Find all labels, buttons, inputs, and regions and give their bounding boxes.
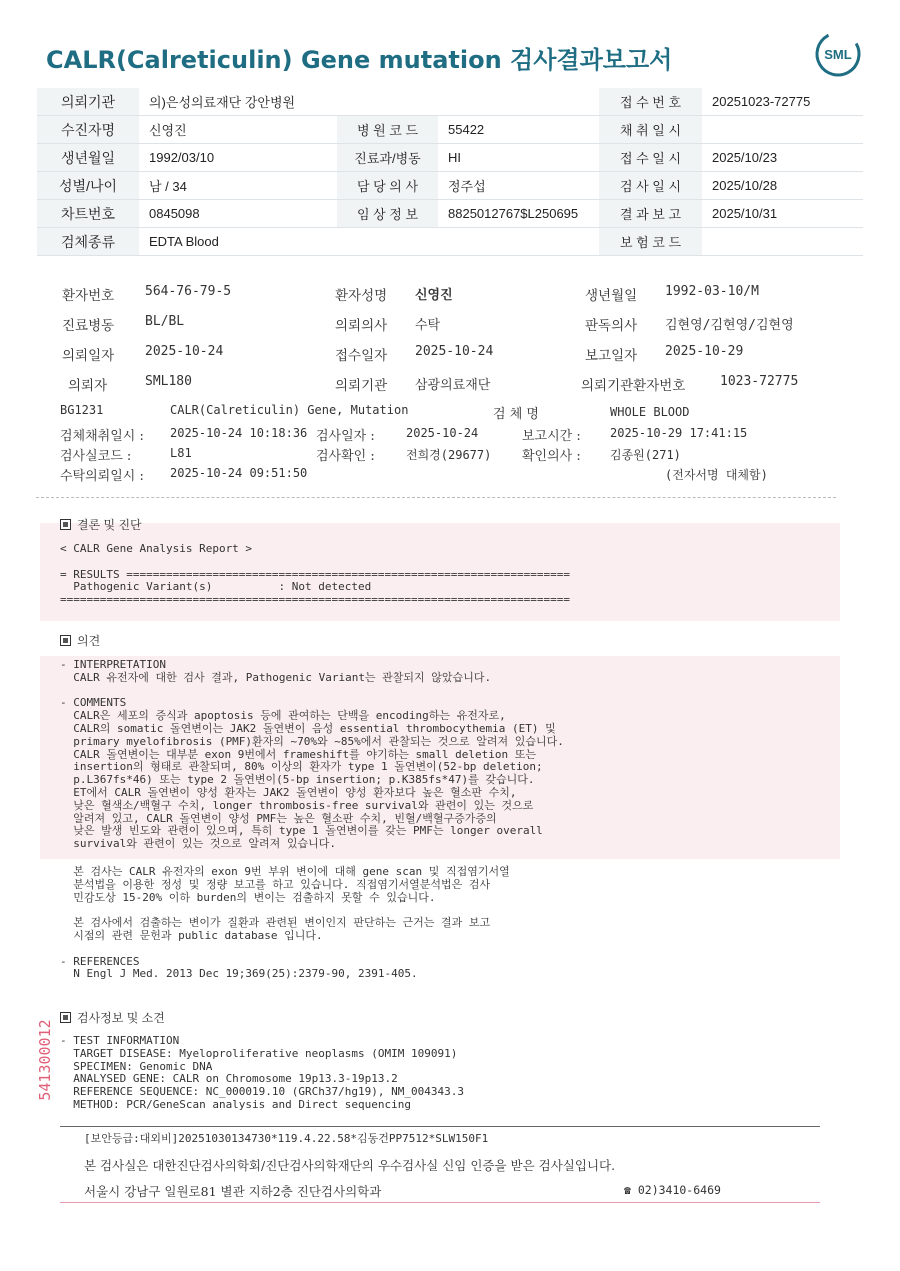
method-text: 본 검사는 CALR 유전자의 exon 9번 부위 변이에 대해 gene scan 및 직접염기서열 분석법을 이용한 정성 및 정량 보고를 하고 있습니다. 직접염기서열분석법은 검사 민감도상 15-20% 이하 burden의 변이는 검출하지 못할 수 있습니다. 본 검사에서 검출하는 변이가 질환과 관련된 변이인지 판단하는 근거는 결과 보고 시점의 관련 문헌과 public database 입니다. - REFERENCES N Engl J Med. 2013 Dec 19;369(25):2379-90, 2391-405. [60,865,510,981]
patient-value: 삼광의료재단 [415,378,491,393]
info-value: HI [438,144,599,172]
patient-value: 신영진 [415,288,453,303]
sml-logo [814,30,862,78]
lab-test-date-label: 검사일자 : [316,429,375,444]
lab-room-label: 검사실코드 : [60,449,132,464]
info-value: 55422 [438,116,599,144]
lab-test-date: 2025-10-24 [406,426,479,440]
lab-test-name: CALR(Calreticulin) Gene, Mutation [170,403,409,417]
svg-text:SML: SML [824,47,852,62]
info-value: 2025/10/23 [702,144,863,172]
svg-text:541300012: 541300012 [36,1019,54,1101]
result-heading: 결론 및 진단 [60,516,142,533]
info-value: EDTA Blood [139,228,599,256]
info-label: 접 수 일 시 [599,144,702,172]
lab-collect: 2025-10-24 10:18:36 [170,426,308,440]
patient-label: 의뢰기관환자번호 [581,378,686,394]
info-value: 신영진 [139,116,337,144]
lab-report-time-label: 보고시간 : [522,429,581,444]
patient-value: 1023-72775 [720,374,799,389]
patient-value: 2025-10-24 [415,344,494,359]
info-label: 차트번호 [37,200,139,228]
security-stamp: [보안등급:대외비]20251030134730*119.4.22.58*김동건PP7512*SLW150F1 [84,1132,489,1145]
patient-value: BL/BL [145,314,185,329]
esign-note: (전자서명 대체함) [665,468,768,482]
lab-report-time: 2025-10-29 17:41:15 [610,426,748,440]
lab-confirm: 전희경(29677) [406,448,492,462]
opinion-text: - INTERPRETATION CALR 유전자에 대한 검사 결과, Pathogenic Variant는 관찰되지 않았습니다. - COMMENTS CALR은 세포의 증식과 apoptosis 등에 관여하는 단백을 encoding하는 유전자로, CALR의 somatic 돌연변이는 JAK2 돌연변이 음성 essential thrombocythemia (ET) 및 primary myelofibrosis (PMF)환자의 ~70%와 ~85%에서 관찰되는 것으로 알려져 있습니다. CALR 돌연변이는 대부분 exon 9번에서 frameshift를 야기하는 small deletion 또는 insertion의 형태로 관찰되며, 80% 이상의 환자가 type 1 돌연변이(52-bp deletion; p.L367fs*46) 또는 type 2 돌연변이(5-bp insertion; p.K385fs*47)를 갖습니다. ET에서 CALR 돌연변이 양성 환자는 JAK2 돌연변이 양성 환자보다 높은 혈소판 수치, 낮은 혈색소/백혈구 수치, longer thrombosis-free survival와 관련이 있는 것으로 알려져 있고, CALR 돌연변이 양성 PMF는 높은 혈소판 수치, 빈혈/백혈구증가증의 낮은 발생 빈도와 관련이 있으며, 특히 type 1 돌연변이를 갖는 PMF는 longer overall survival와 관련이 있는 것으로 알려져 있습니다. [60,658,564,851]
info-label: 검체종류 [37,228,139,256]
lab-collect-label: 검체채취일시 : [60,429,144,444]
patient-label: 환자성명 [335,288,388,304]
info-label: 접 수 번 호 [599,88,702,116]
info-label: 수진자명 [37,116,139,144]
side-number [36,1005,60,1115]
patient-value: 1992-03-10/M [665,284,759,299]
report-title: CALR(Calreticulin) Gene mutation 검사결과보고서 [46,46,673,74]
patient-label: 의뢰기관 [335,378,388,394]
divider [36,497,836,498]
info-row [37,144,863,172]
lab-doctor: 김종원(271) [610,448,681,462]
patient-label: 환자번호 [62,288,115,304]
info-value: 8825012767$L250695 [438,200,599,228]
lab-specimen: WHOLE BLOOD [610,405,690,419]
address-text: 서울시 강남구 일원로81 별관 지하2층 진단검사의학과 [84,1184,382,1199]
certification-text: 본 검사실은 대한진단검사의학회/진단검사의학재단의 우수검사실 신임 인증을 받은 검사실입니다. [84,1158,616,1173]
patient-label: 접수일자 [335,348,388,364]
info-label: 검 사 일 시 [599,172,702,200]
info-label: 보 험 코 드 [599,228,702,256]
info-row [37,228,863,256]
patient-value: 2025-10-24 [145,344,224,359]
info-heading: 검사정보 및 소견 [60,1009,165,1026]
info-row [37,116,863,144]
test-info-text: - TEST INFORMATION TARGET DISEASE: Myeloproliferative neoplasms (OMIM 109091) SPECIMEN: Genomic DNA ANALYSED GENE: CALR on Chromosome 19p13.3-19p13.2 REFERENCE SEQUENCE: NC_000019.10 (GRCh37/hg19), NM_004343.3 METHOD: PCR/GeneScan analysis and Direct sequencing [60,1034,464,1111]
info-value: 0845098 [139,200,337,228]
lab-confirm-label: 검사확인 : [316,449,375,464]
info-value: 정주섭 [438,172,599,200]
footer-line-bottom [60,1202,820,1203]
patient-label: 의뢰자 [68,378,108,394]
info-value: 2025/10/28 [702,172,863,200]
patient-value: 564-76-79-5 [145,284,232,299]
info-value: 2025/10/31 [702,200,863,228]
patient-value: 2025-10-29 [665,344,744,359]
patient-label: 의뢰의사 [335,318,388,334]
info-row [37,172,863,200]
lab-room: L81 [170,446,192,460]
square-bullet-icon [60,519,71,530]
patient-value: SML180 [145,374,192,389]
patient-label: 판독의사 [585,318,638,334]
footer-line-top [60,1126,820,1127]
info-label: 병 원 코 드 [337,116,438,144]
patient-label: 진료병동 [62,318,115,334]
info-row [37,200,863,228]
info-label: 임 상 정 보 [337,200,438,228]
opinion-heading: 의견 [60,632,100,649]
square-bullet-icon [60,635,71,646]
patient-label: 의뢰일자 [62,348,115,364]
patient-label: 생년월일 [585,288,638,304]
info-table [37,88,863,256]
patient-value: 김현영/김현영/김현영 [665,318,794,333]
info-label: 의뢰기관 [37,88,139,116]
result-text: < CALR Gene Analysis Report > = RESULTS =================================================================== Pathogenic Variant(s) : Not detected ============================================================================= [60,542,570,607]
info-label: 진료과/병동 [337,144,438,172]
info-value [702,116,863,144]
info-label: 생년월일 [37,144,139,172]
info-value: 남 / 34 [139,172,337,200]
patient-label: 보고일자 [585,348,638,364]
info-row [37,88,863,116]
lab-code: BG1231 [60,403,104,417]
info-value: 20251023-72775 [702,88,863,116]
info-label: 채 취 일 시 [599,116,702,144]
info-value [702,228,863,256]
lab-specimen-label: 검 체 명 [493,407,539,422]
info-label: 결 과 보 고 [599,200,702,228]
patient-value: 수탁 [415,318,441,333]
lab-request: 2025-10-24 09:51:50 [170,466,308,480]
info-value: 의)은성의료재단 강안병원 [139,88,599,116]
lab-request-label: 수탁의뢰일시 : [60,469,144,484]
square-bullet-icon [60,1012,71,1023]
info-label: 성별/나이 [37,172,139,200]
info-label: 담 당 의 사 [337,172,438,200]
phone-text: ☎ 02)3410-6469 [624,1183,721,1197]
info-value: 1992/03/10 [139,144,337,172]
lab-doctor-label: 확인의사 : [522,449,581,464]
